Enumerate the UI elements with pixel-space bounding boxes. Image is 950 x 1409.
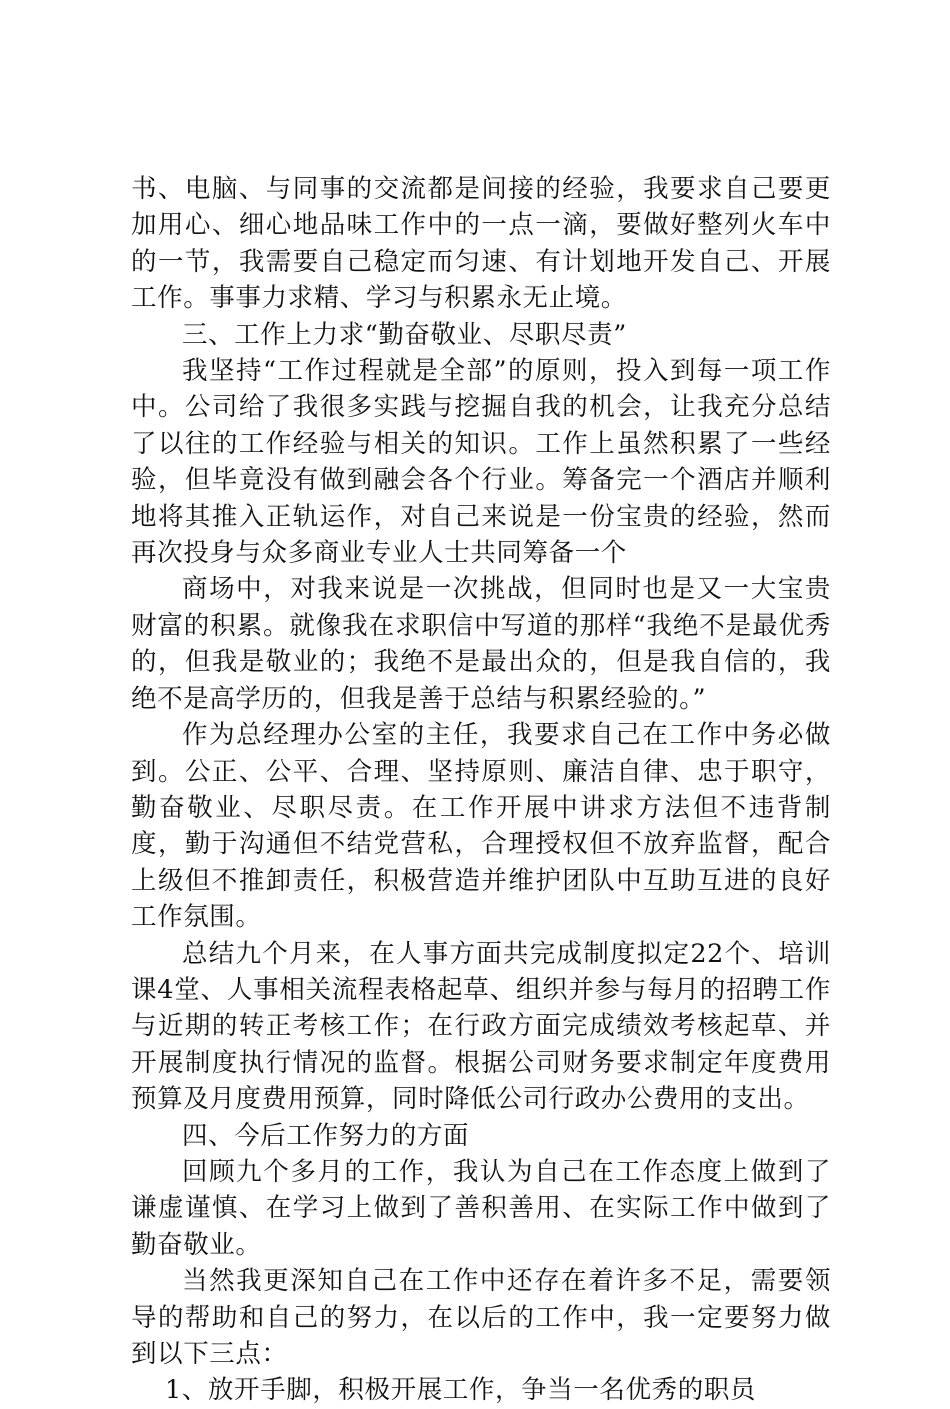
document-body <box>131 171 831 1409</box>
section-heading-4: 四、今后工作努力的方面 <box>182 1120 470 1151</box>
paragraph-office-director: 作为总经理办公室的主任，我要求自己在工作中务必做到。公正、公平、合理、坚持原则、廉洁自律、忠于职守，勤奋敬业、尽职尽责。在工作开展中讲求方法但不违背制度，勤于沟通但不结党营私，合理授权但不放弃监督，配合上级但不推卸责任，积极营造并维护团队中互助互进的良好工作氛围。 <box>131 720 831 933</box>
paragraph-continuation: 书、电脑、与同事的交流都是间接的经验，我要求自己要更加用心、细心地品味工作中的一点一滴，要做好整列火车中的一节，我需要自己稳定而匀速、有计划地开发自己、开展工作。事事力求精、学习与积累永无止境。 <box>131 174 831 314</box>
paragraph-shortcomings: 当然我更深知自己在工作中还存在着许多不足，需要领导的帮助和自己的努力，在以后的工作中，我一定要努力做到以下三点： <box>131 1266 831 1369</box>
section-heading-3: 三、工作上力求“勤奋敬业、尽职尽责” <box>182 319 627 350</box>
paragraph-nine-month-summary: 总结九个月来，在人事方面共完成制度拟定22个、培训课4堂、人事相关流程表格起草、组织并参与每月的招聘工作与近期的转正考核工作；在行政方面完成绩效考核起草、并开展制度执行情况的监督。根据公司财务要求制定年度费用预算及月度费用预算，同时降低公司行政办公费用的支出。 <box>131 938 831 1115</box>
paragraph-work-principle: 我坚持“工作过程就是全部”的原则，投入到每一项工作中。公司给了我很多实践与挖掘自我的机会，让我充分总结了以往的工作经验与相关的知识。工作上虽然积累了一些经验，但毕竟没有做到融会各个行业。筹备完一个酒店并顺利地将其推入正轨运作，对自己来说是一份宝贵的经验，然而再次投身与众多商业专业人士共同筹备一个 <box>131 356 831 569</box>
paragraph-mall-challenge: 商场中，对我来说是一次挑战，但同时也是又一大宝贵财富的积累。就像我在求职信中写道的那样“我绝不是最优秀的，但我是敬业的；我绝不是最出众的，但是我自信的，我绝不是高学历的，但我是善于总结与积累经验的。” <box>131 574 831 714</box>
list-item-1: 1、放开手脚，积极开展工作，争当一名优秀的职员 <box>165 1375 757 1406</box>
paragraph-review: 回顾九个多月的工作，我认为自己在工作态度上做到了谦虚谨慎、在学习上做到了善积善用、在实际工作中做到了勤奋敬业。 <box>131 1156 831 1260</box>
